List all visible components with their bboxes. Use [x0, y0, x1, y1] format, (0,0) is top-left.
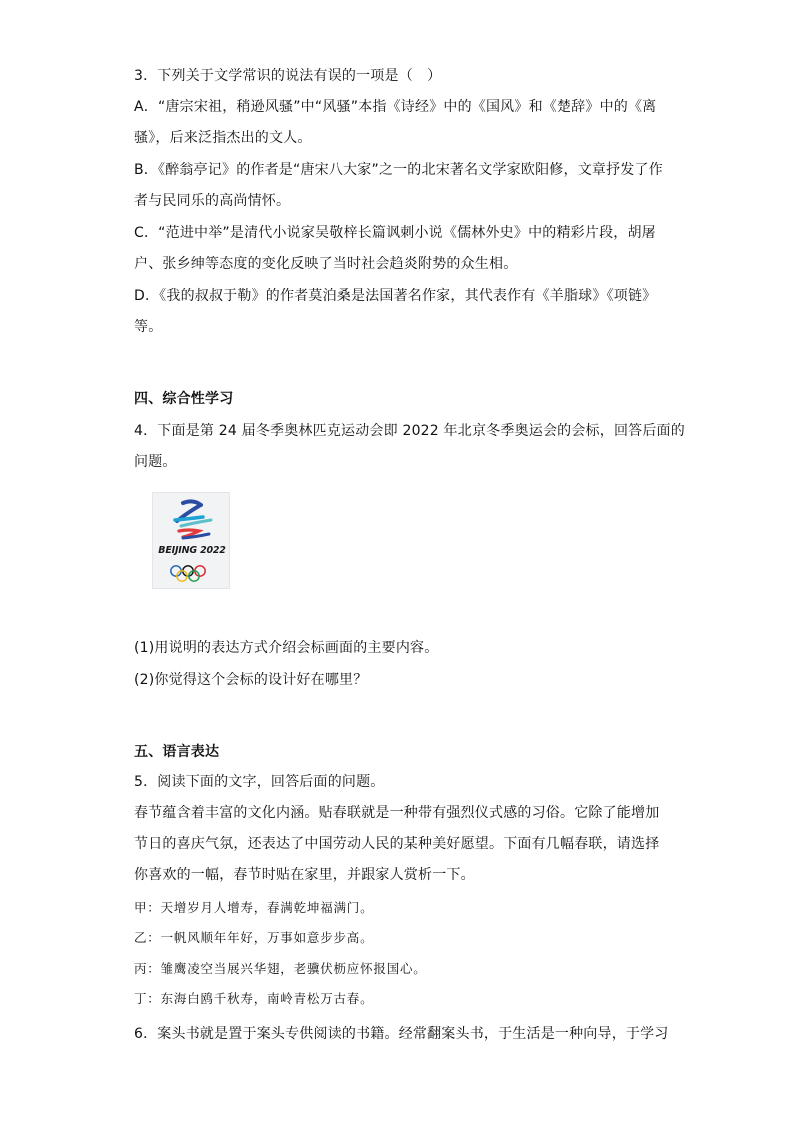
question-3-option-d-line-2: 等。: [134, 319, 163, 335]
beijing-2022-emblem-image: [152, 492, 230, 589]
emblem-caption: BEIJING 2022: [158, 545, 226, 556]
question-3-option-c-line-1: C．“范进中举”是清代小说家吴敬梓长篇讽刺小说《儒林外史》中的精彩片段，胡屠: [134, 225, 656, 241]
emblem-graphic: [153, 493, 231, 590]
question-4-stem-line-2: 问题。: [134, 454, 177, 470]
couplet-yi: 乙：一帆风顺年年好，万事如意步步高。: [134, 930, 374, 945]
question-5-passage-line-3: 你喜欢的一幅，春节时贴在家里，并跟家人赏析一下。: [134, 867, 475, 883]
couplet-bing: 丙：雏鹰凌空当展兴华翅，老骥伏枥应怀报国心。: [134, 961, 427, 976]
question-5-passage-line-2: 节日的喜庆气氛，还表达了中国劳动人民的某种美好愿望。下面有几幅春联，请选择: [134, 836, 660, 852]
question-5-passage-line-1: 春节蕴含着丰富的文化内涵。贴春联就是一种带有强烈仪式感的习俗。它除了能增加: [134, 805, 660, 821]
question-4-sub-1: (1)用说明的表达方式介绍会标画面的主要内容。: [134, 640, 439, 656]
question-4-sub-2: (2)你觉得这个会标的设计好在哪里？: [134, 672, 368, 688]
section-4-heading: 四、综合性学习: [134, 391, 234, 407]
couplet-ding: 丁：东海白鸥千秋寿，南岭青松万古春。: [134, 991, 374, 1006]
question-3-option-a-line-1: A．“唐宗宋祖，稍逊风骚”中“风骚”本指《诗经》中的《国风》和《楚辞》中的《离: [134, 99, 657, 115]
couplet-jia: 甲：天增岁月人增寿，春满乾坤福满门。: [134, 900, 374, 915]
section-5-heading: 五、语言表达: [134, 744, 220, 760]
question-6-stem-line-1: 6．案头书就是置于案头专供阅读的书籍。经常翻案头书，于生活是一种向导，于学习: [134, 1026, 669, 1042]
question-3-option-d-line-1: D．《我的叔叔于勒》的作者莫泊桑是法国著名作家，其代表作有《羊脂球》《项链》: [134, 288, 657, 304]
question-3-option-b-line-1: B．《醉翁亭记》的作者是“唐宋八大家”之一的北宋著名文学家欧阳修，文章抒发了作: [134, 162, 663, 178]
question-3-option-a-line-2: 骚》，后来泛指杰出的文人。: [134, 130, 312, 146]
question-5-stem: 5．阅读下面的文字，回答后面的问题。: [134, 774, 385, 790]
question-3-option-c-line-2: 户、张乡绅等态度的变化反映了当时社会趋炎附势的众生相。: [134, 256, 518, 272]
question-4-stem-line-1: 4．下面是第 24 届冬季奥林匹克运动会即 2022 年北京冬季奥运会的会标，回答后面的: [134, 423, 685, 439]
question-3-option-b-line-2: 者与民同乐的高尚情怀。: [134, 193, 291, 209]
question-3-stem: 3．下列关于文学常识的说法有误的一项是（ ）: [134, 68, 442, 84]
